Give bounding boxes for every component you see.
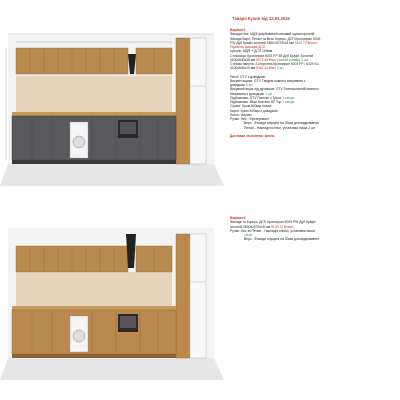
- variant1-heading: Варіант1: [230, 28, 246, 32]
- spec-highlight: 9120.72 ₴/лист: [294, 40, 318, 45]
- backsplash: [16, 76, 172, 112]
- fridge: [190, 38, 206, 164]
- spec-highlight: 5 шт: [245, 83, 253, 88]
- plinth-2: [12, 354, 176, 358]
- variant1-spec: [230, 28, 398, 138]
- kitchen-drawing-1: [0, 14, 226, 204]
- spec-highlight: 9120.72 ₴/лист: [271, 224, 294, 229]
- kitchen-render-variant1: [0, 14, 226, 204]
- spec-text: Лоток: Volpato: [230, 112, 252, 117]
- spec-text: Висувні ящики: GTV Тандем повного висування з: [230, 78, 306, 83]
- spec-text: Фасади Верх, Пенал та Весь Корпус: ДСП Кронопрал К003: [230, 36, 321, 41]
- spec-highlight: 1 секція: [282, 95, 295, 100]
- delivery-note: Доставка та монтаж: Ірпінь: [230, 134, 275, 139]
- spec-highlight: 1 шт: [265, 91, 272, 96]
- spec-text: Ручки: Низ - Фрезеровані: [230, 117, 269, 122]
- spec-text: Верх - Фасади опущені на 20мм для відкривання: [244, 121, 319, 126]
- spec-text: Верх - Фасади опущені на 20мм для відкривання: [244, 237, 319, 242]
- spec-text: Цоколь: МДФ + ДСП 100мм: [230, 49, 273, 54]
- spec-text: Карго: Хром 300мм з доводкою: [230, 108, 278, 113]
- spec-text: Підйомники: GTV Газліфт з Трьох: [230, 95, 283, 100]
- spec-text: Стінова панель: 2-сторонна Кронопрал К003 FP / К329 SU: [230, 62, 320, 66]
- kitchen-drawing-2: [0, 208, 226, 398]
- spec-text: Петлі: GTV з доводкою: [230, 74, 266, 79]
- spec-text: Пенал - Накладні кліпси, установка ниша 2 шт: [244, 125, 315, 130]
- tall-pantry-2: [176, 234, 190, 358]
- spec-text: висування з доводкою: [230, 91, 266, 96]
- plinth: [12, 160, 176, 164]
- spec-suffix: (чистий розмір) 2 шт: [275, 57, 309, 62]
- spec-text: Висувний ящик під духовкою: GTV Телескопічний повного: [230, 87, 319, 92]
- spec-text: золотий 2800х2070х18 мм: [230, 224, 272, 229]
- lower-cabinets: [12, 116, 176, 160]
- countertop: [12, 112, 176, 116]
- spec-text: Ручки: Низ та Пенал - Накладні кліпси, установка ниша: [230, 228, 315, 233]
- spec-suffix: 2 шт: [275, 66, 284, 71]
- lower-cabinets-2: [12, 310, 176, 354]
- spec-highlight: 5361.34 ₴/шт: [256, 66, 276, 71]
- variant2-heading: Варіант2: [230, 216, 246, 220]
- spec-text: Фасади Низ: МДФ фарбований матовий односторонній: [230, 32, 315, 37]
- spec-highlight: Підсвітка фасадів ДСП: [230, 45, 266, 49]
- spec-text: Підйомники: Blum Aventos HF Top: [230, 100, 283, 105]
- countertop-2: [12, 306, 176, 310]
- spec-line: [230, 237, 398, 241]
- spec-text: Сушка: Хром 800мм Інокса: [230, 104, 272, 109]
- document-title: Танаро Кухня від 12.01.2026: [232, 16, 290, 21]
- spec-text: PW Дуб Крафт золотий 2800х2070х18 мм: [230, 40, 295, 45]
- spec-text: 4100х640х10 мм: [230, 66, 257, 71]
- spec-highlight: 1 секція: [282, 100, 295, 105]
- variant2-spec: [230, 216, 398, 242]
- spec-highlight: 16 шт: [244, 233, 253, 237]
- spec-text: 4100х640х38 мм: [230, 57, 257, 62]
- fridge-2: [190, 234, 206, 358]
- backsplash-2: [16, 272, 172, 306]
- spec-text: доводкою: [230, 83, 246, 88]
- spec-text: Фасади та Корпус: ДСП Кронопрал К009 PW Дуб Крафт: [230, 220, 316, 225]
- spec-text: Стільниця: Кронопрал К003 FP 38 Дуб Крафт Золотий: [230, 53, 314, 58]
- floor-2: [0, 358, 224, 380]
- tall-pantry: [176, 38, 190, 164]
- floor: [0, 164, 224, 186]
- kitchen-render-variant2: [0, 208, 226, 398]
- spec-highlight: 5972.48 ₴/шт: [256, 57, 276, 62]
